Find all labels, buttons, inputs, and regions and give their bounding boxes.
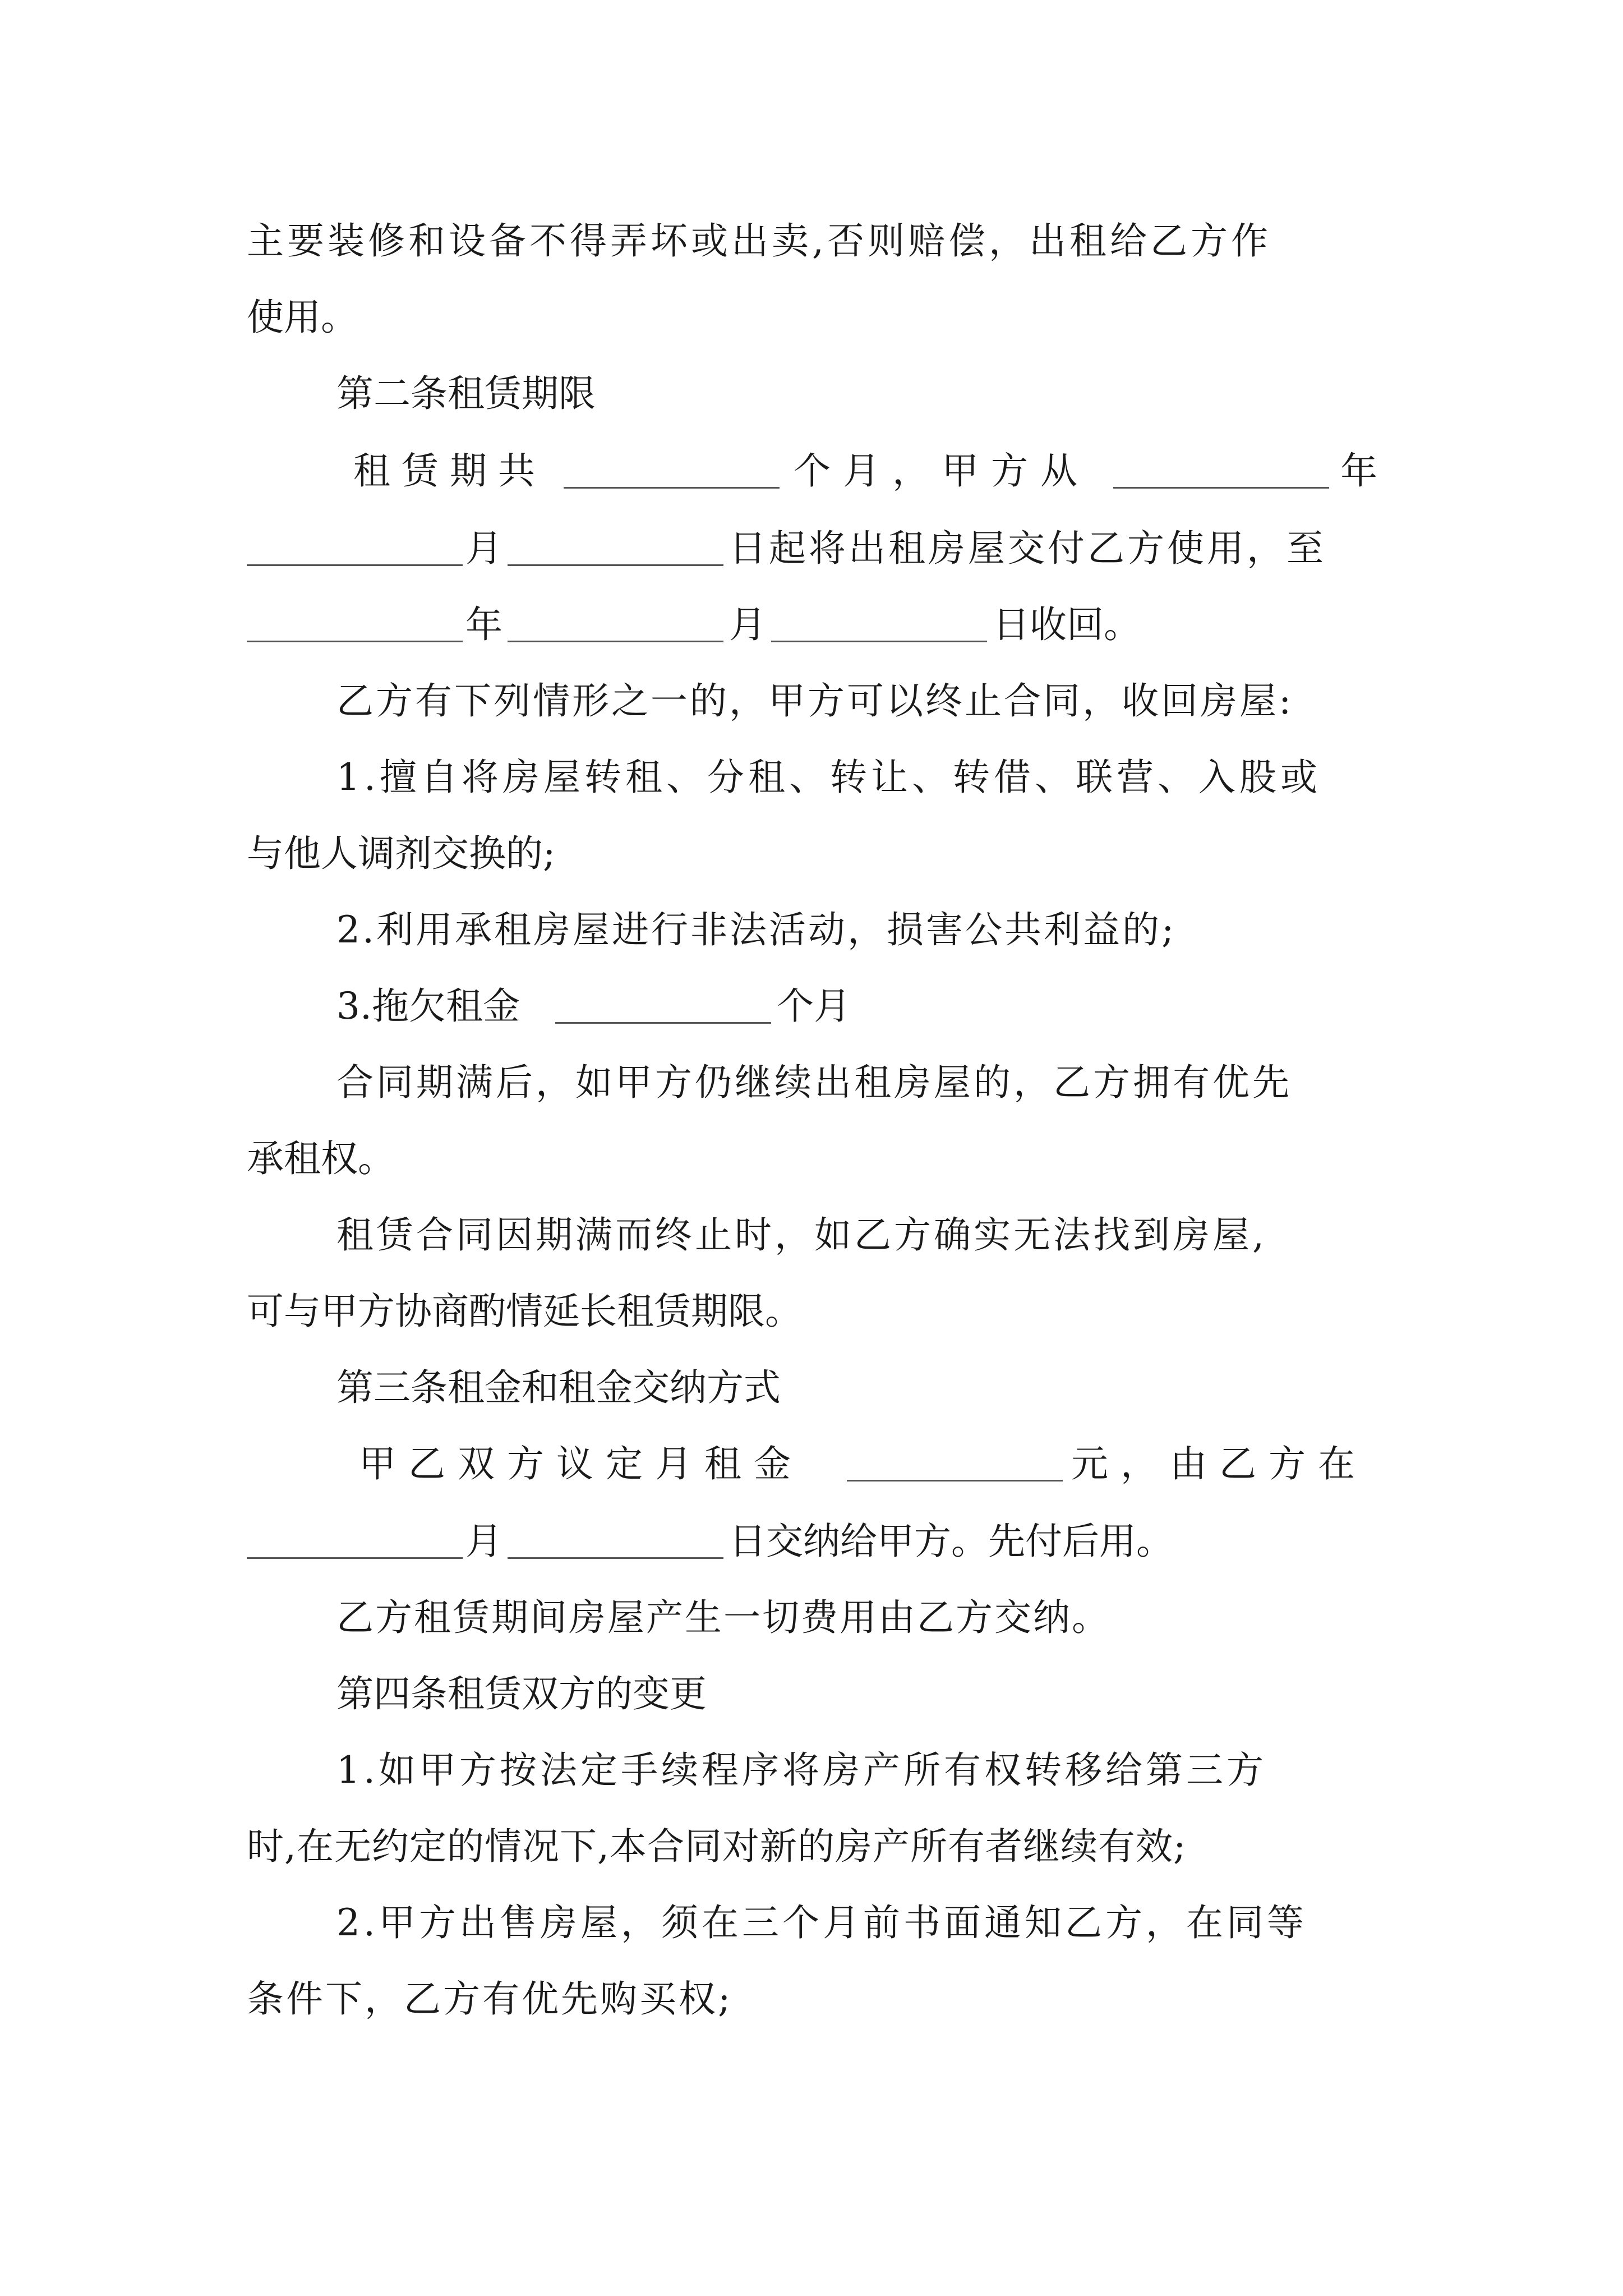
- text-terminate-intro: 乙方有下列情形之一的，甲方可以终止合同，收回房屋:: [336, 679, 1294, 723]
- text-item3-b: 个月: [777, 984, 851, 1028]
- blank-end-day[interactable]: [771, 641, 987, 642]
- heading-text: 第四条租赁双方的变更: [336, 1672, 707, 1715]
- blank-pay-day[interactable]: [508, 1557, 723, 1559]
- blank-start-month[interactable]: [247, 564, 463, 566]
- text-term-a: 租赁期共: [353, 449, 546, 493]
- text-item3-a: 3.拖欠租金: [336, 984, 520, 1028]
- paragraph-line: [0, 1202, 1623, 1269]
- text-fees: 乙方租赁期间房屋产生一切费用由乙方交纳。: [336, 1596, 1110, 1639]
- lease-term-line-1: [0, 438, 1623, 505]
- text-rent-d: 日交纳给甲方。先付后用。: [729, 1520, 1173, 1563]
- text-item1-line2: 与他人调剂交换的;: [247, 832, 556, 875]
- blank-start-year[interactable]: [1113, 487, 1329, 489]
- text-extend-line1: 租赁合同因期满而终止时，如乙方确实无法找到房屋,: [336, 1213, 1267, 1257]
- paragraph-line: [0, 1125, 1623, 1193]
- blank-pay-month[interactable]: [247, 1557, 463, 1559]
- text-term-b: 个月，甲方从: [794, 449, 1090, 493]
- text-rent-a: 甲乙双方议定月租金: [359, 1442, 803, 1485]
- text-item1-line1: 1.擅自将房屋转租、分租、转让、转借、联营、入股或: [336, 756, 1321, 799]
- paragraph-line: [0, 284, 1623, 351]
- text-term-d: 月: [465, 527, 502, 570]
- rent-line-2: [0, 1508, 1623, 1575]
- paragraph-line: [0, 1584, 1623, 1651]
- blank-arrears-months[interactable]: [555, 1022, 771, 1024]
- text-term-h: 日收回。: [993, 603, 1141, 646]
- paragraph-line: [0, 1889, 1623, 1957]
- blank-end-month[interactable]: [508, 641, 723, 642]
- paragraph-line: [0, 896, 1623, 964]
- paragraph-line: [0, 668, 1623, 735]
- heading-text: 第二条租赁期限: [336, 372, 596, 415]
- text-term-f: 年: [465, 603, 502, 646]
- text-change1-line1: 1.如甲方按法定手续程序将房产所有权转移给第三方: [336, 1749, 1267, 1792]
- text-item2: 2.利用承租房屋进行非法活动，损害公共利益的;: [336, 908, 1177, 951]
- text-expire-line1: 合同期满后，如甲方仍继续出租房屋的，乙方拥有优先: [336, 1061, 1292, 1104]
- text-term-c: 年: [1340, 449, 1377, 493]
- blank-end-year[interactable]: [247, 641, 463, 642]
- paragraph-line: [0, 1966, 1623, 2033]
- paragraph-line: [0, 1813, 1623, 1880]
- article-3-title: [0, 1354, 1623, 1421]
- text-rent-c: 月: [465, 1520, 502, 1563]
- paragraph-line: [0, 1278, 1623, 1345]
- text-expire-line2: 承租权。: [247, 1137, 395, 1180]
- lease-term-line-2: [0, 515, 1623, 582]
- blank-months[interactable]: [564, 487, 780, 489]
- paragraph-line: [0, 1737, 1623, 1804]
- text-p1-line2: 使用。: [247, 296, 358, 339]
- heading-text: 第三条租金和租金交纳方式: [336, 1366, 781, 1409]
- text-rent-b: 元，由乙方在: [1071, 1442, 1367, 1485]
- paragraph-line: [0, 973, 1623, 1040]
- text-change2-line1: 2.甲方出售房屋，须在三个月前书面通知乙方，在同等: [336, 1901, 1307, 1944]
- text-change2-line2: 条件下，乙方有优先购买权;: [247, 1977, 733, 2021]
- blank-monthly-rent[interactable]: [847, 1480, 1063, 1481]
- paragraph-line: [0, 208, 1623, 275]
- paragraph-line: [0, 820, 1623, 887]
- article-2-title: [0, 360, 1623, 427]
- blank-start-day[interactable]: [508, 564, 723, 566]
- rent-line-1: [0, 1430, 1623, 1498]
- paragraph-line: [0, 744, 1623, 811]
- text-p1-line1: 主要装修和设备不得弄坏或出卖,否则赔偿，出租给乙方作: [247, 219, 1271, 263]
- text-change1-line2: 时,在无约定的情况下,本合同对新的房产所有者继续有效;: [247, 1825, 1187, 1868]
- paragraph-line: [0, 1049, 1623, 1116]
- text-extend-line2: 可与甲方协商酌情延长租赁期限。: [247, 1290, 802, 1333]
- article-4-title: [0, 1660, 1623, 1728]
- lease-term-line-3: [0, 591, 1623, 659]
- text-term-g: 月: [729, 603, 766, 646]
- text-term-e: 日起将出租房屋交付乙方使用，至: [729, 527, 1326, 570]
